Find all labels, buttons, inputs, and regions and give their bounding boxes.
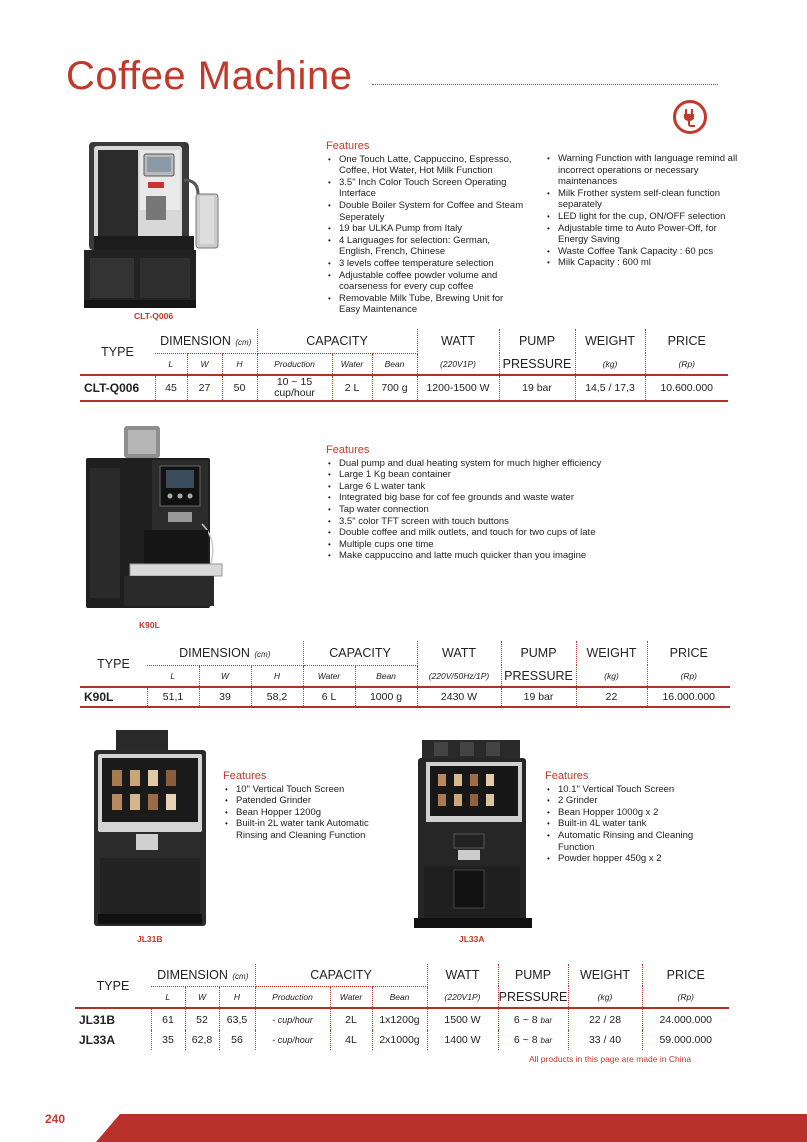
price-cell: 24.000.000 (642, 1008, 729, 1030)
production-cell: - cup/hour (255, 1008, 330, 1030)
k90l-features (326, 445, 646, 562)
price-unit: (Rp) (678, 358, 696, 369)
bean-header: Bean (372, 986, 427, 1008)
features-title: Features (545, 770, 589, 782)
h-cell: 58,2 (251, 687, 303, 707)
h-cell: 50 (222, 375, 257, 401)
watt-cell: 2430 W (417, 687, 501, 707)
clt-q006-features-right (545, 153, 745, 269)
jl33a-machine-image (414, 738, 532, 930)
l-header: L (147, 665, 199, 687)
feature-item: • Milk Capacity : 600 ml (545, 257, 745, 269)
k90l-machine-image (84, 424, 230, 616)
table-row (80, 687, 730, 707)
price-unit: (Rp) (677, 991, 695, 1002)
price-cell: 16.000.000 (647, 687, 730, 707)
feature-item: • 4 Languages for selection: German, English, French, Chinese (326, 235, 526, 258)
feature-item: • Make cappuccino and latte much quicker than you imagine (326, 550, 646, 562)
w-cell: 52 (185, 1008, 219, 1030)
watt-header: WATT (417, 329, 499, 353)
bean-cell: 1000 g (355, 687, 417, 707)
feature-item: • LED light for the cup, ON/OFF selection (545, 211, 745, 223)
capacity-header: CAPACITY (303, 641, 417, 665)
feature-item: • Milk Frother system self-clean function separately (545, 188, 745, 211)
feature-item: • 10.1" Vertical Touch Screen (545, 784, 715, 796)
model-cell: JL31B (75, 1008, 151, 1030)
jl31b-features (223, 771, 383, 842)
water-cell: 6 L (303, 687, 355, 707)
feature-item: • 3 levels coffee temperature selection (326, 258, 526, 270)
weight-cell: 22 (576, 687, 647, 707)
watt-unit: (220V1P) (427, 986, 498, 1008)
bean-cell: 1x1200g (372, 1008, 427, 1030)
table-row (80, 375, 728, 401)
price-header: PRICE (669, 646, 708, 660)
feature-item: • Bean Hopper 1000g x 2 (545, 807, 715, 819)
price-unit: (Rp) (680, 670, 698, 681)
jl33a-features-list (545, 784, 715, 865)
weight-header: WEIGHT (576, 641, 647, 665)
capacity-header: CAPACITY (257, 329, 417, 353)
features-title: Features (223, 770, 267, 782)
w-header: W (185, 986, 219, 1008)
watt-header: WATT (417, 641, 501, 665)
weight-header: WEIGHT (575, 329, 645, 353)
page-title: Coffee Machine (66, 54, 353, 98)
watt-unit: (220V1P) (417, 353, 499, 375)
feature-item: • Dual pump and dual heating system for much higher efficiency (326, 458, 646, 470)
model-cell: K90L (80, 687, 147, 707)
weight-cell: 33 / 40 (568, 1030, 642, 1050)
feature-item: • Automatic Rinsing and Cleaning Function (545, 830, 715, 853)
bean-header: Bean (372, 353, 417, 375)
watt-cell: 1200-1500 W (417, 375, 499, 401)
feature-item: • Built-in 4L water tank (545, 818, 715, 830)
l-header: L (151, 986, 185, 1008)
production-cell: - cup/hour (255, 1030, 330, 1050)
production-header: Production (255, 986, 330, 1008)
table-row (75, 1030, 729, 1050)
watt-unit: (220V/50Hz/1P) (417, 665, 501, 687)
bean-cell: 700 g (372, 375, 417, 401)
k90l-spec-table (80, 641, 730, 708)
feature-item: • Adjustable time to Auto Power-Off, for Energy Saving (545, 223, 745, 246)
features-title: Features (326, 444, 370, 456)
watt-cell: 1400 W (427, 1030, 498, 1050)
pressure-cell: 6 ~ 8 bar (498, 1008, 568, 1030)
clt-q006-caption: CLT-Q006 (134, 311, 174, 321)
footnote: All products in this page are made in China (529, 1054, 692, 1064)
l-header: L (155, 353, 187, 375)
feature-item: • Double Boiler System for Coffee and Steam Seperately (326, 200, 526, 223)
model-cell: CLT-Q006 (80, 375, 155, 401)
watt-cell: 1500 W (427, 1008, 498, 1030)
h-cell: 56 (219, 1030, 255, 1050)
jl33a-features (545, 771, 715, 865)
feature-item: • Adjustable coffee powder volume and coarseness for every cup coffee (326, 270, 526, 293)
clt-q006-spec-table (80, 329, 728, 402)
bean-header: Bean (355, 665, 417, 687)
feature-item: • Waste Coffee Tank Capacity : 60 pcs (545, 246, 745, 258)
feature-item: • 3.5" Inch Color Touch Screen Operating Interface (326, 177, 526, 200)
w-cell: 27 (187, 375, 222, 401)
clt-q006-machine-image (84, 140, 234, 310)
h-header: H (222, 353, 257, 375)
clt-q006-features-right-list (545, 153, 745, 269)
bean-cell: 2x1000g (372, 1030, 427, 1050)
pressure-header: PRESSURE (498, 986, 568, 1008)
feature-item: • Large 6 L water tank (326, 481, 646, 493)
water-header: Water (330, 986, 372, 1008)
model-cell: JL33A (75, 1030, 151, 1050)
water-cell: 4L (330, 1030, 372, 1050)
feature-item: • Built-in 2L water tank Automatic Rinsing and Cleaning Function (223, 818, 383, 841)
w-cell: 39 (199, 687, 251, 707)
weight-cell: 22 / 28 (568, 1008, 642, 1030)
water-cell: 2 L (332, 375, 372, 401)
production-cell: 10 ~ 15 cup/hour (257, 375, 332, 401)
capacity-header: CAPACITY (255, 964, 427, 986)
water-header: Water (332, 353, 372, 375)
feature-item: • Patended Grinder (223, 795, 383, 807)
title-divider (372, 84, 718, 85)
jl31b-caption: JL31B (137, 934, 163, 944)
jl-spec-table (75, 964, 729, 1050)
weight-unit: (kg) (576, 665, 647, 687)
feature-item: • Large 1 Kg bean container (326, 469, 646, 481)
weight-cell: 14,5 / 17,3 (575, 375, 645, 401)
feature-item: • Warning Function with language remind all incorrect operations or necessary maintenances (545, 153, 745, 188)
type-header: TYPE (96, 978, 130, 993)
footer-band (0, 1114, 807, 1142)
pressure-cell: 6 ~ 8 bar (498, 1030, 568, 1050)
feature-item: • Double coffee and milk outlets, and touch for two cups of late (326, 527, 646, 539)
jl33a-caption: JL33A (459, 934, 485, 944)
clt-q006-features (326, 141, 526, 316)
type-header: TYPE (97, 656, 130, 671)
pressure-header: PRESSURE (501, 665, 576, 687)
clt-q006-features-left-list (326, 154, 526, 316)
h-header: H (251, 665, 303, 687)
feature-item: • 2 Grinder (545, 795, 715, 807)
dimension-header: DIMENSION (cm) (147, 641, 303, 665)
jl31b-features-list (223, 784, 383, 842)
watt-header: WATT (427, 964, 498, 986)
price-header: PRICE (666, 968, 705, 982)
pump-header: PUMP (501, 641, 576, 665)
price-cell: 59.000.000 (659, 1034, 713, 1046)
feature-item: • Removable Milk Tube, Brewing Unit for Easy Maintenance (326, 293, 526, 316)
feature-item: • One Touch Latte, Cappuccino, Espresso, Coffee, Hot Water, Hot Milk Function (326, 154, 526, 177)
pressure-header: PRESSURE (499, 353, 575, 375)
l-cell: 35 (151, 1030, 185, 1050)
dimension-header: DIMENSION (cm) (151, 964, 255, 986)
water-cell: 2L (330, 1008, 372, 1030)
feature-item: • Bean Hopper 1200g (223, 807, 383, 819)
water-header: Water (303, 665, 355, 687)
h-header: H (219, 986, 255, 1008)
table-row (75, 1008, 729, 1030)
production-header: Production (257, 353, 332, 375)
feature-item: • Integrated big base for cof fee grounds and waste water (326, 492, 646, 504)
price-header: PRICE (667, 334, 706, 348)
feature-item: • 10" Vertical Touch Screen (223, 784, 383, 796)
pressure-cell: 19 bar (501, 687, 576, 707)
feature-item: • Tap water connection (326, 504, 646, 516)
k90l-features-list (326, 458, 646, 562)
weight-header: WEIGHT (568, 964, 642, 986)
plug-icon (673, 100, 707, 134)
page-number: 240 (45, 1112, 66, 1126)
pump-header: PUMP (499, 329, 575, 353)
pressure-cell: 19 bar (499, 375, 575, 401)
jl31b-machine-image (90, 728, 210, 928)
pump-header: PUMP (498, 964, 568, 986)
feature-item: • 19 bar ULKA Pump from Italy (326, 223, 526, 235)
w-header: W (199, 665, 251, 687)
l-cell: 45 (155, 375, 187, 401)
weight-unit: (kg) (575, 353, 645, 375)
l-cell: 51,1 (147, 687, 199, 707)
w-cell: 62,8 (185, 1030, 219, 1050)
feature-item: • Powder hopper 450g x 2 (545, 853, 715, 865)
weight-unit: (kg) (568, 986, 642, 1008)
l-cell: 61 (151, 1008, 185, 1030)
type-header: TYPE (101, 344, 134, 359)
feature-item: • 3.5" color TFT screen with touch buttons (326, 516, 646, 528)
feature-item: • Multiple cups one time (326, 539, 646, 551)
k90l-caption: K90L (139, 620, 160, 630)
price-cell: 10.600.000 (645, 375, 728, 401)
w-header: W (187, 353, 222, 375)
features-title: Features (326, 140, 370, 152)
dimension-header: DIMENSION (cm) (155, 329, 257, 353)
h-cell: 63,5 (219, 1008, 255, 1030)
